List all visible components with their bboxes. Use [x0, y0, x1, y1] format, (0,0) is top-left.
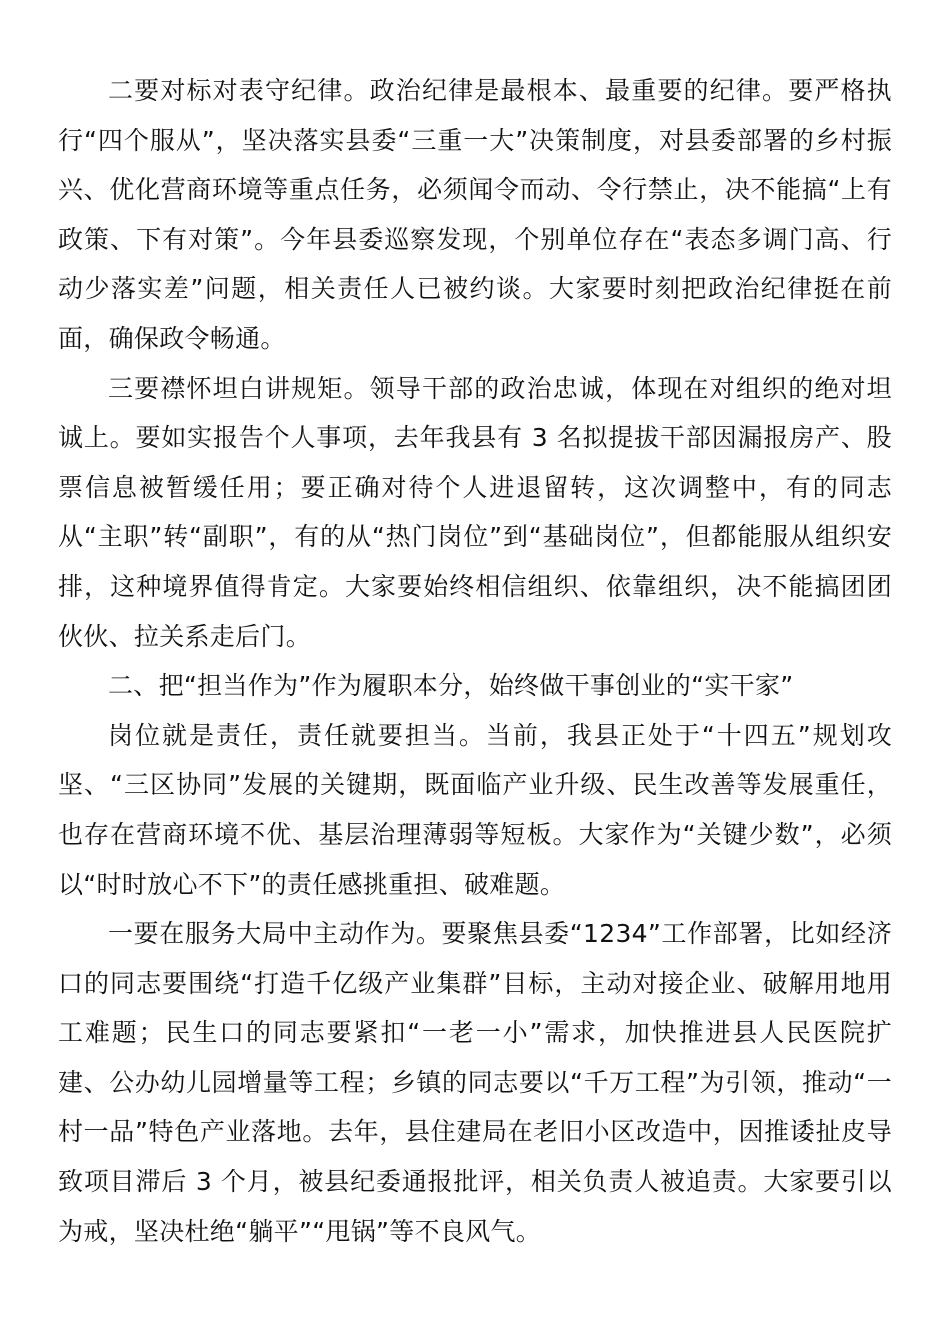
section-heading-responsibility: 二、把“担当作为”作为履职本分，始终做干事创业的“实干家” — [108, 671, 794, 701]
paragraph-serve-overall: 一要在服务大局中主动作为。要聚焦县委“1234”工作部署，比如经济口的同志要围绕“打造千亿级产业集群”目标，主动对接企业、破解用地用工难题；民生口的同志要紧扣“一老一小”需求，加快推进县人民医院扩建、公办幼儿园增量等工程；乡镇的同志要以“千万工程”为引领，推动“一村一品”特色产业落地。去年，县住建局在老旧小区改造中，因推诿扯皮导致项目滞后 3 个月，被县纪委通报批评，相关负责人被追责。大家要引以为戒，坚决杜绝“躺平”“甩锅”等不良风气。 — [58, 919, 892, 1246]
document-body — [58, 66, 892, 1256]
paragraph-responsibility-intro: 岗位就是责任，责任就要担当。当前，我县正处于“十四五”规划攻坚、“三区协同”发展的关键期，既面临产业升级、民生改善等发展重任，也存在营商环境不优、基层治理薄弱等短板。大家作为“关键少数”，必须以“时时放心不下”的责任感挑重担、破难题。 — [58, 720, 892, 899]
paragraph-discipline: 二要对标对表守纪律。政治纪律是最根本、最重要的纪律。要严格执行“四个服从”，坚决落实县委“三重一大”决策制度，对县委部署的乡村振兴、优化营商环境等重点任务，必须闻令而动、令行禁止，决不能搞“上有政策、下有对策”。今年县委巡察发现，个别单位存在“表态多调门高、行动少落实差”问题，相关责任人已被约谈。大家要时刻把政治纪律挺在前面，确保政令畅通。 — [58, 76, 892, 353]
paragraph-rules: 三要襟怀坦白讲规矩。领导干部的政治忠诚，体现在对组织的绝对坦诚上。要如实报告个人事项，去年我县有 3 名拟提拔干部因漏报房产、股票信息被暂缓任用；要正确对待个人进退留转，这次调整中，有的同志从“主职”转“副职”，有的从“热门岗位”到“基础岗位”，但都能服从组织安排，这种境界值得肯定。大家要始终相信组织、依靠组织，决不能搞团团伙伙、拉关系走后门。 — [58, 373, 892, 651]
